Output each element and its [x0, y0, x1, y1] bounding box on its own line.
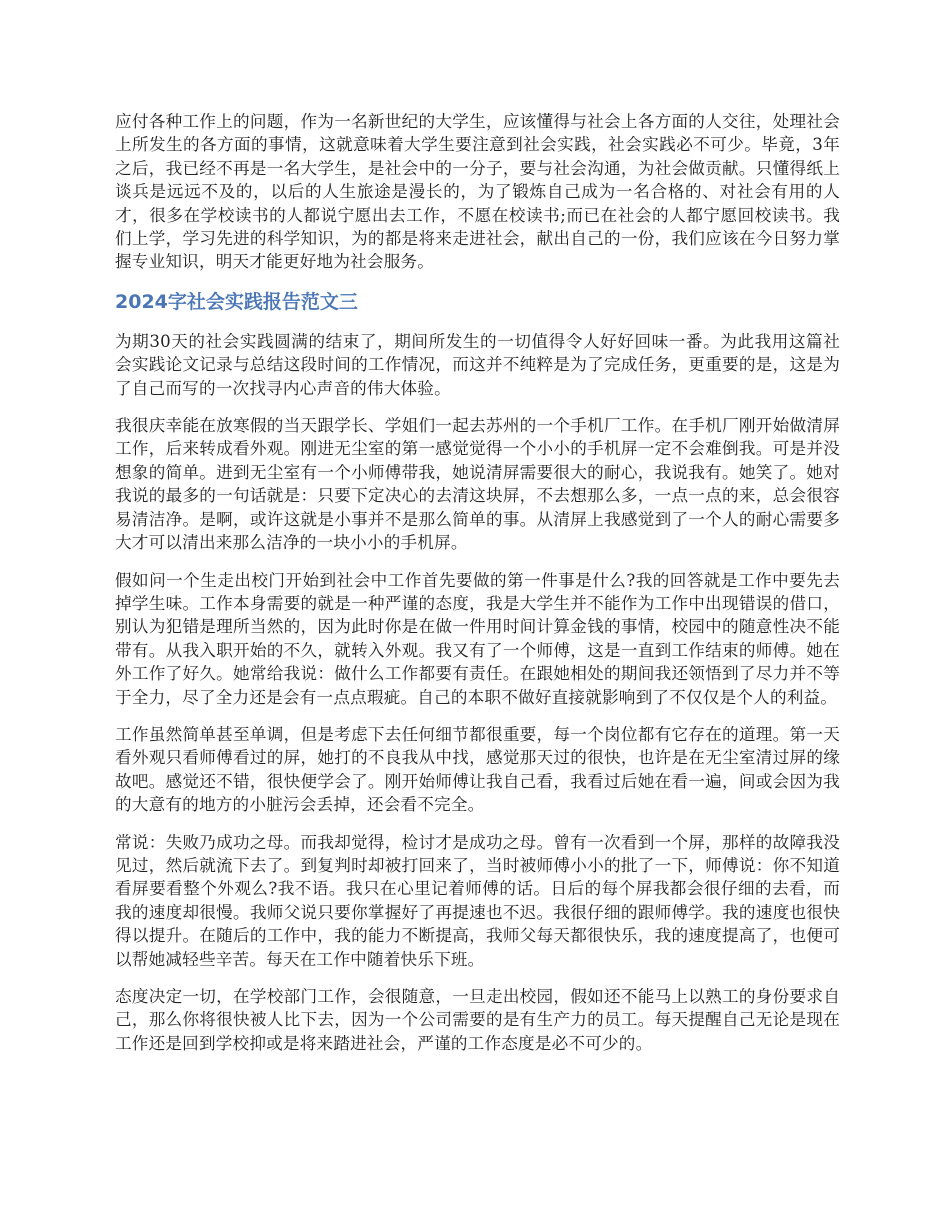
intro-paragraph: 应付各种工作上的问题，作为一名新世纪的大学生，应该懂得与社会上各方面的人交往，处理社会上所发生的各方面的事情，这就意味着大学生要注意到社会实践，社会实践必不可少。毕竟，3年之后，我已经不再是一名大学生，是社会中的一分子，要与社会沟通，为社会做贡献。只懂得纸上谈兵是远远不及的，以后的人生旅途是漫长的，为了锻炼自己成为一名合格的、对社会有用的人才，很多在学校读书的人都说宁愿出去工作，不愿在校读书;而已在社会的人都宁愿回校读书。我们上学，学习先进的科学知识，为的都是将来走进社会，献出自己的一份，我们应该在今日努力掌握专业知识，明天才能更好地为社会服务。	[115, 112, 840, 272]
section-paragraph-1: 为期30天的社会实践圆满的结束了，期间所发生的一切值得令人好好回味一番。为此我用这篇社会实践论文记录与总结这段时间的工作情况，而这并不纯粹是为了完成任务，更重要的是，这是为了自己而写的一次找寻内心声音的伟大体验。	[115, 331, 840, 398]
section-paragraph-3: 假如问一个生走出校门开始到社会中工作首先要做的第一件事是什么?我的回答就是工作中要先去掉学生味。工作本身需要的就是一种严谨的态度，我是大学生并不能作为工作中出现错误的借口，别认为犯错是理所当然的，因为此时你是在做一件用时间计算金钱的事情，校园中的随意性决不能带有。从我入职开始的不久，就转入外观。我又有了一个师傅，这是一直到工作结束的师傅。她在外工作了好久。她常给我说：做什么工作都要有责任。在跟她相处的期间我还领悟到了尽力并不等于全力，尽了全力还是会有一点点瑕疵。自己的本职不做好直接就影响到了不仅仅是个人的利益。	[115, 570, 840, 707]
section-paragraph-4: 工作虽然简单甚至单调，但是考虑下去任何细节都很重要，每一个岗位都有它存在的道理。第一天看外观只看师傅看过的屏，她打的不良我从中找，感觉那天过的很快，也许是在无尘室清过屏的缘故吧。感觉还不错，很快便学会了。刚开始师傅让我自己看，我看过后她在看一遍，间或会因为我的大意有的地方的小脏污会丢掉，还会看不完全。	[115, 724, 840, 815]
section-heading: 2024字社会实践报告范文三	[115, 290, 358, 313]
section-paragraph-6: 态度决定一切，在学校部门工作，会很随意，一旦走出校园，假如还不能马上以熟工的身份要求自己，那么你将很快被人比下去，因为一个公司需要的是有生产力的员工。每天提醒自己无论是现在工作还是回到学校抑或是将来踏进社会，严谨的工作态度是必不可少的。	[115, 987, 840, 1053]
section-paragraph-5: 常说：失败乃成功之母。而我却觉得，检讨才是成功之母。曾有一次看到一个屏，那样的故障我没见过，然后就流下去了。到复判时却被打回来了，当时被师傅小小的批了一下，师傅说：你不知道看屏要看整个外观么?我不语。我只在心里记着师傅的话。日后的每个屏我都会很仔细的去看，而我的速度却很慢。我师父说只要你掌握好了再提速也不迟。我很仔细的跟师傅学。我的速度也很快得以提升。在随后的工作中，我的能力不断提高，我师父每天都很快乐，我的速度提高了，也便可以帮她减轻些辛苦。每天在工作中随着快乐下班。	[115, 832, 840, 969]
document-page	[115, 110, 840, 1069]
section-paragraph-2: 我很庆幸能在放寒假的当天跟学长、学姐们一起去苏州的一个手机厂工作。在手机厂刚开始做清屏工作，后来转成看外观。刚进无尘室的第一感觉觉得一个小小的手机屏一定不会难倒我。可是并没想象的简单。进到无尘室有一个小师傅带我，她说清屏需要很大的耐心，我说我有。她笑了。她对我说的最多的一句话就是：只要下定决心的去清这块屏，不去想那么多，一点一点的来，总会很容易清洁净。是啊，或许这就是小事并不是那么简单的事。从清屏上我感觉到了一个人的耐心需要多大才可以清出来那么洁净的一块小小的手机屏。	[115, 416, 840, 553]
